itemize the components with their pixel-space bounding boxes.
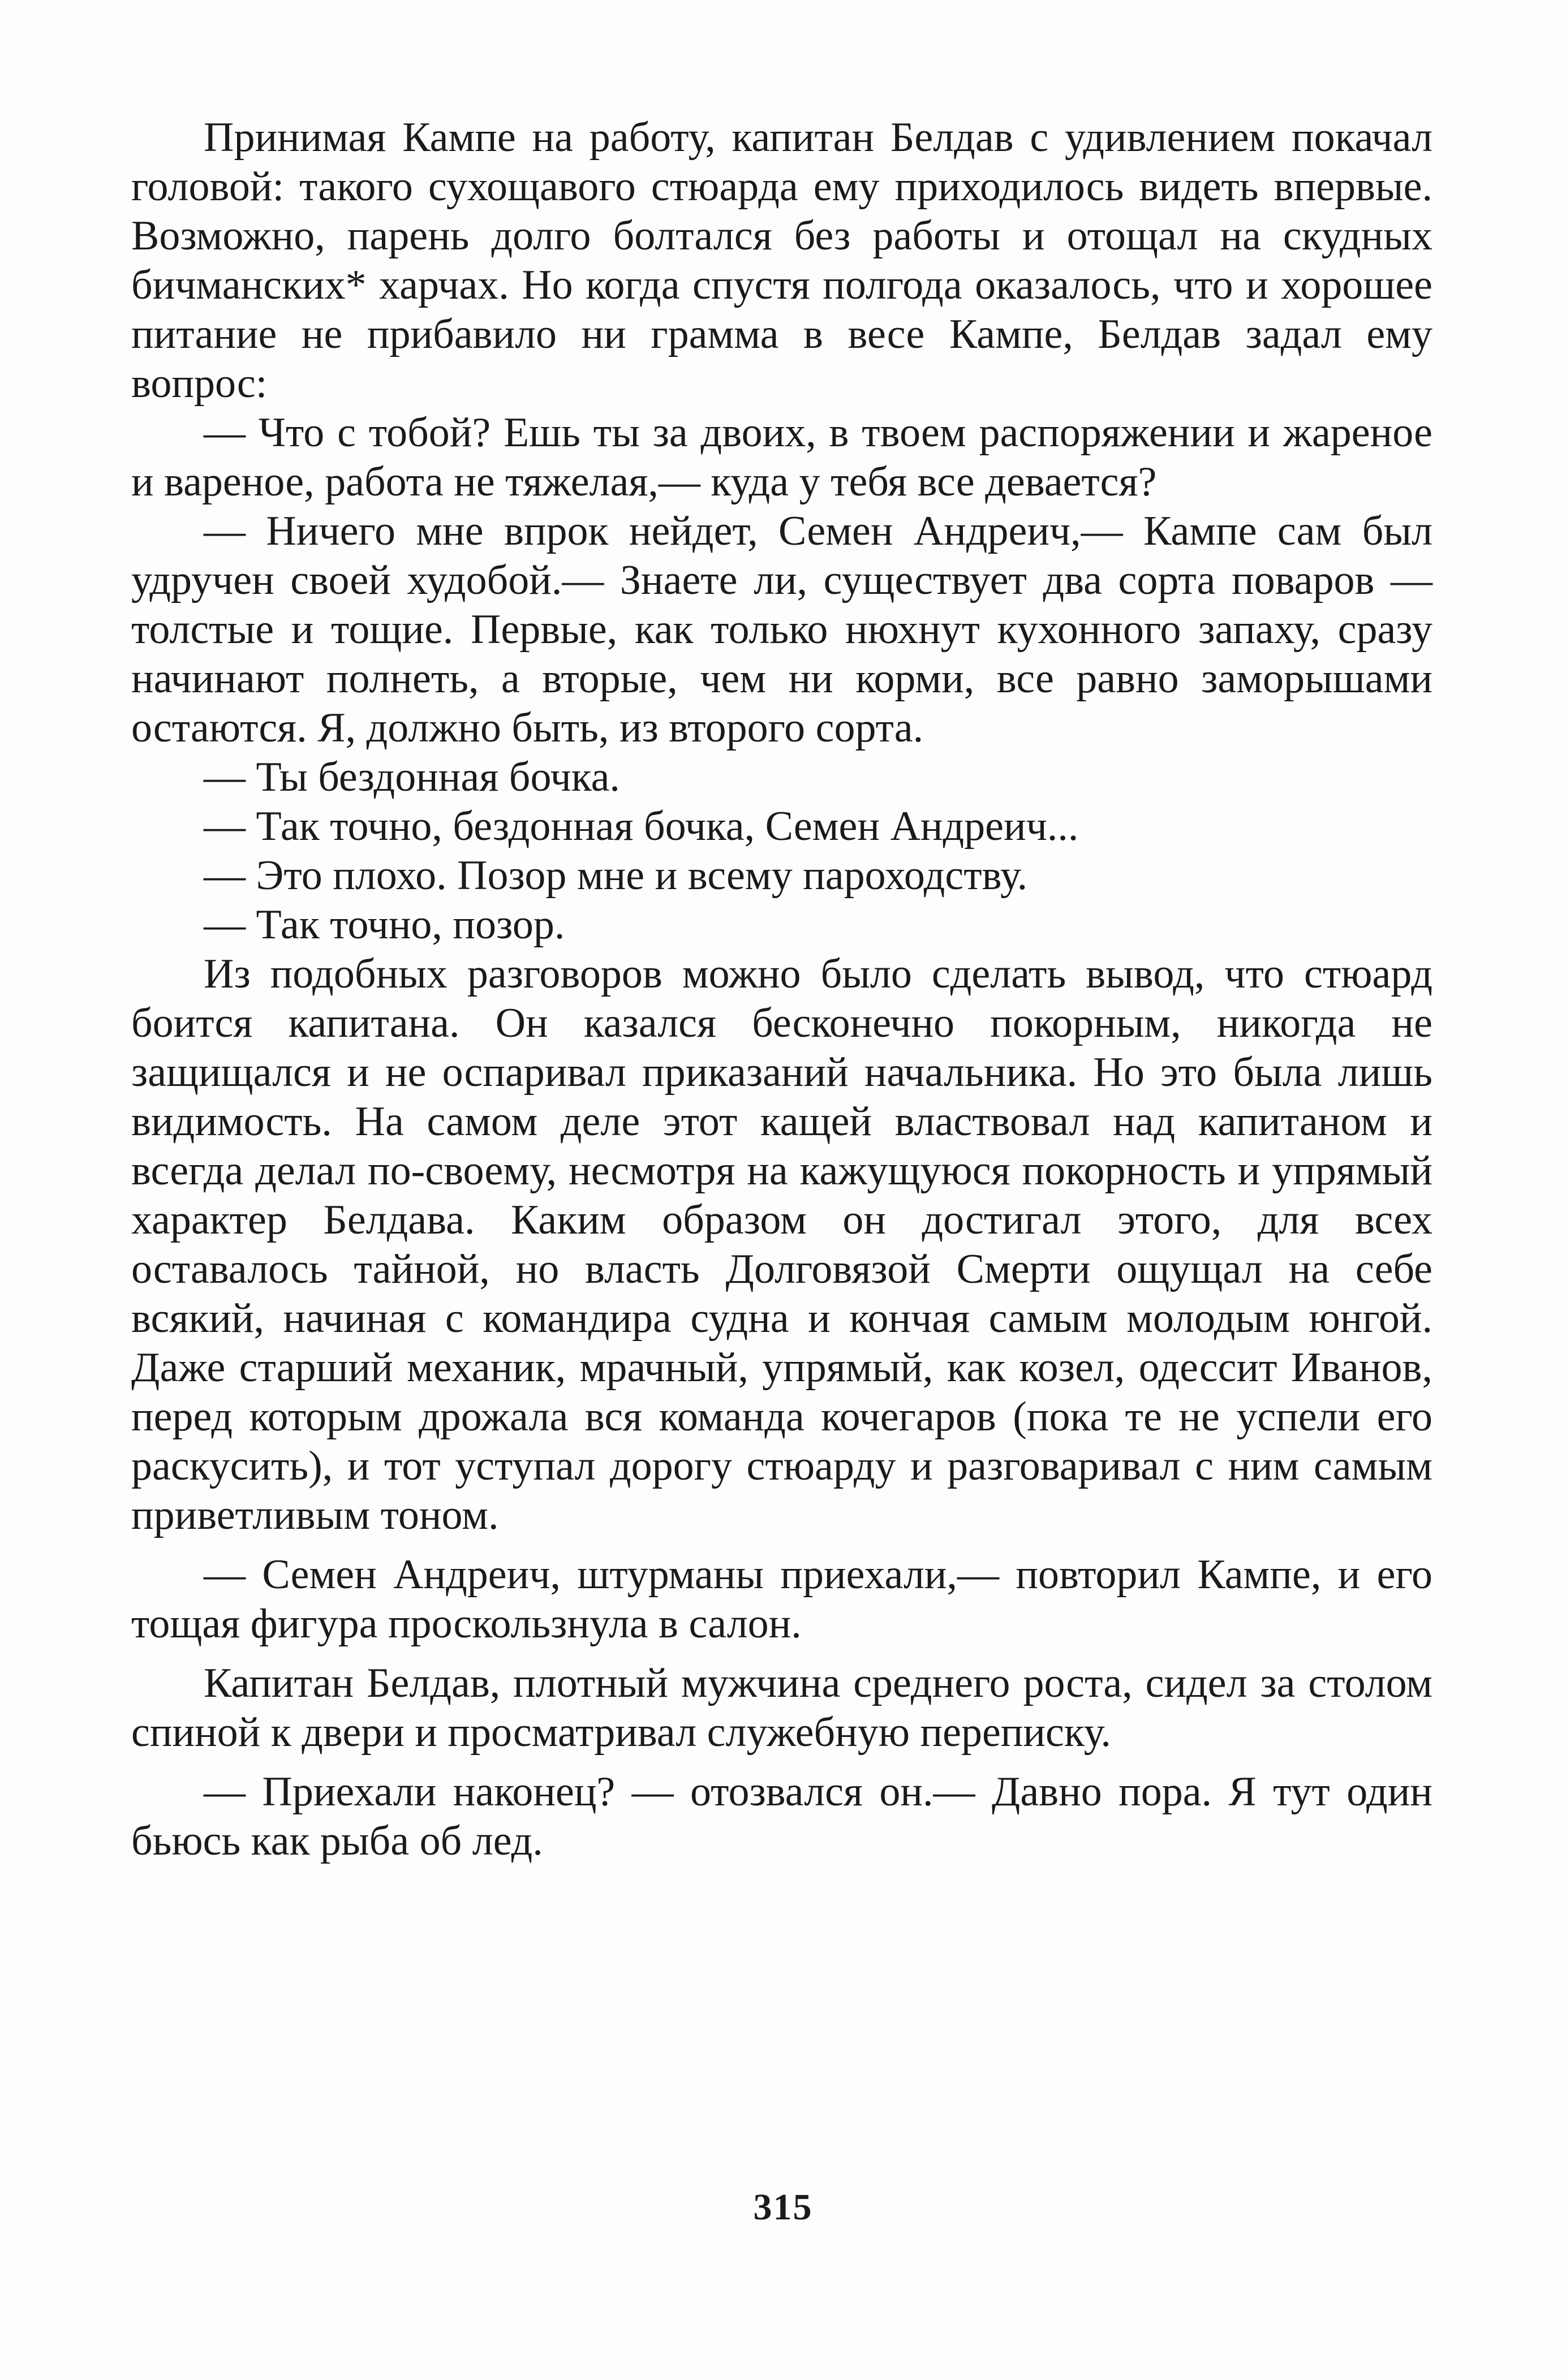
dialogue-line: — Это плохо. Позор мне и всему пароходству. <box>204 852 1028 899</box>
dialogue-line: — Ты бездонная бочка. <box>204 754 620 800</box>
dialogue-line: — Что с тобой? Ешь ты за двоих, в твоем распоряжении и жареное и вареное, работа не тяжелая,— куда у тебя все девается? <box>131 409 1432 505</box>
paragraph: Из подобных разговоров можно было сделать вывод, что стюард боится капитана. Он казался бесконечно покорным, никогда не защищался и не оспаривал приказаний начальника. Но это была лишь видимость. На самом деле этот кащей властвовал над капитаном и всегда делал по-своему, несмотря на кажущуюся покорность и упрямый характер Белдава. Каким образом он достигал этого, для всех оставалось тайной, но власть Долговязой Смерти ощущал на себе всякий, начиная с командира судна и кончая самым молодым юнгой. Даже старший механик, мрачный, упрямый, как козел, одессит Иванов, перед которым дрожала вся команда кочегаров (пока те не успели его раскусить), и тот уступал дорогу стюарду и разговаривал с ним самым приветливым тоном. <box>131 951 1432 1538</box>
dialogue-line: — Так точно, позор. <box>204 902 565 948</box>
dialogue-line: — Так точно, бездонная бочка, Семен Андреич... <box>204 803 1079 850</box>
dialogue-line: — Семен Андреич, штурманы приехали,— повторил Кампе, и его тощая фигура проскользнула в салон. <box>131 1551 1432 1647</box>
dialogue-line: — Приехали наконец? — отозвался он.— Давно пора. Я тут один бьюсь как рыба об лед. <box>131 1769 1432 1864</box>
paragraph: Принимая Кампе на работу, капитан Белдав с удивлением покачал головой: такого сухощавого стюарда ему приходилось видеть впервые. Возможно, парень долго болтался без работы и отощал на скудных бичманских* харчах. Но когда спустя полгода оказалось, что и хорошее питание не прибавило ни грамма в весе Кампе, Белдав задал ему вопрос: <box>131 114 1432 407</box>
page-text <box>131 113 1432 1866</box>
paragraph: Капитан Белдав, плотный мужчина среднего роста, сидел за столом спиной к двери и просматривал служебную переписку. <box>131 1660 1432 1756</box>
dialogue-line: — Ничего мне впрок нейдет, Семен Андреич,— Кампе сам был удручен своей худобой.— Знаете ли, существует два сорта поваров — толстые и тощие. Первые, как только нюхнут кухонного запаху, сразу начинают полнеть, а вторые, чем ни корми, все равно заморышами остаются. Я, должно быть, из второго сорта. <box>131 508 1432 751</box>
page-number: 315 <box>753 2187 813 2228</box>
